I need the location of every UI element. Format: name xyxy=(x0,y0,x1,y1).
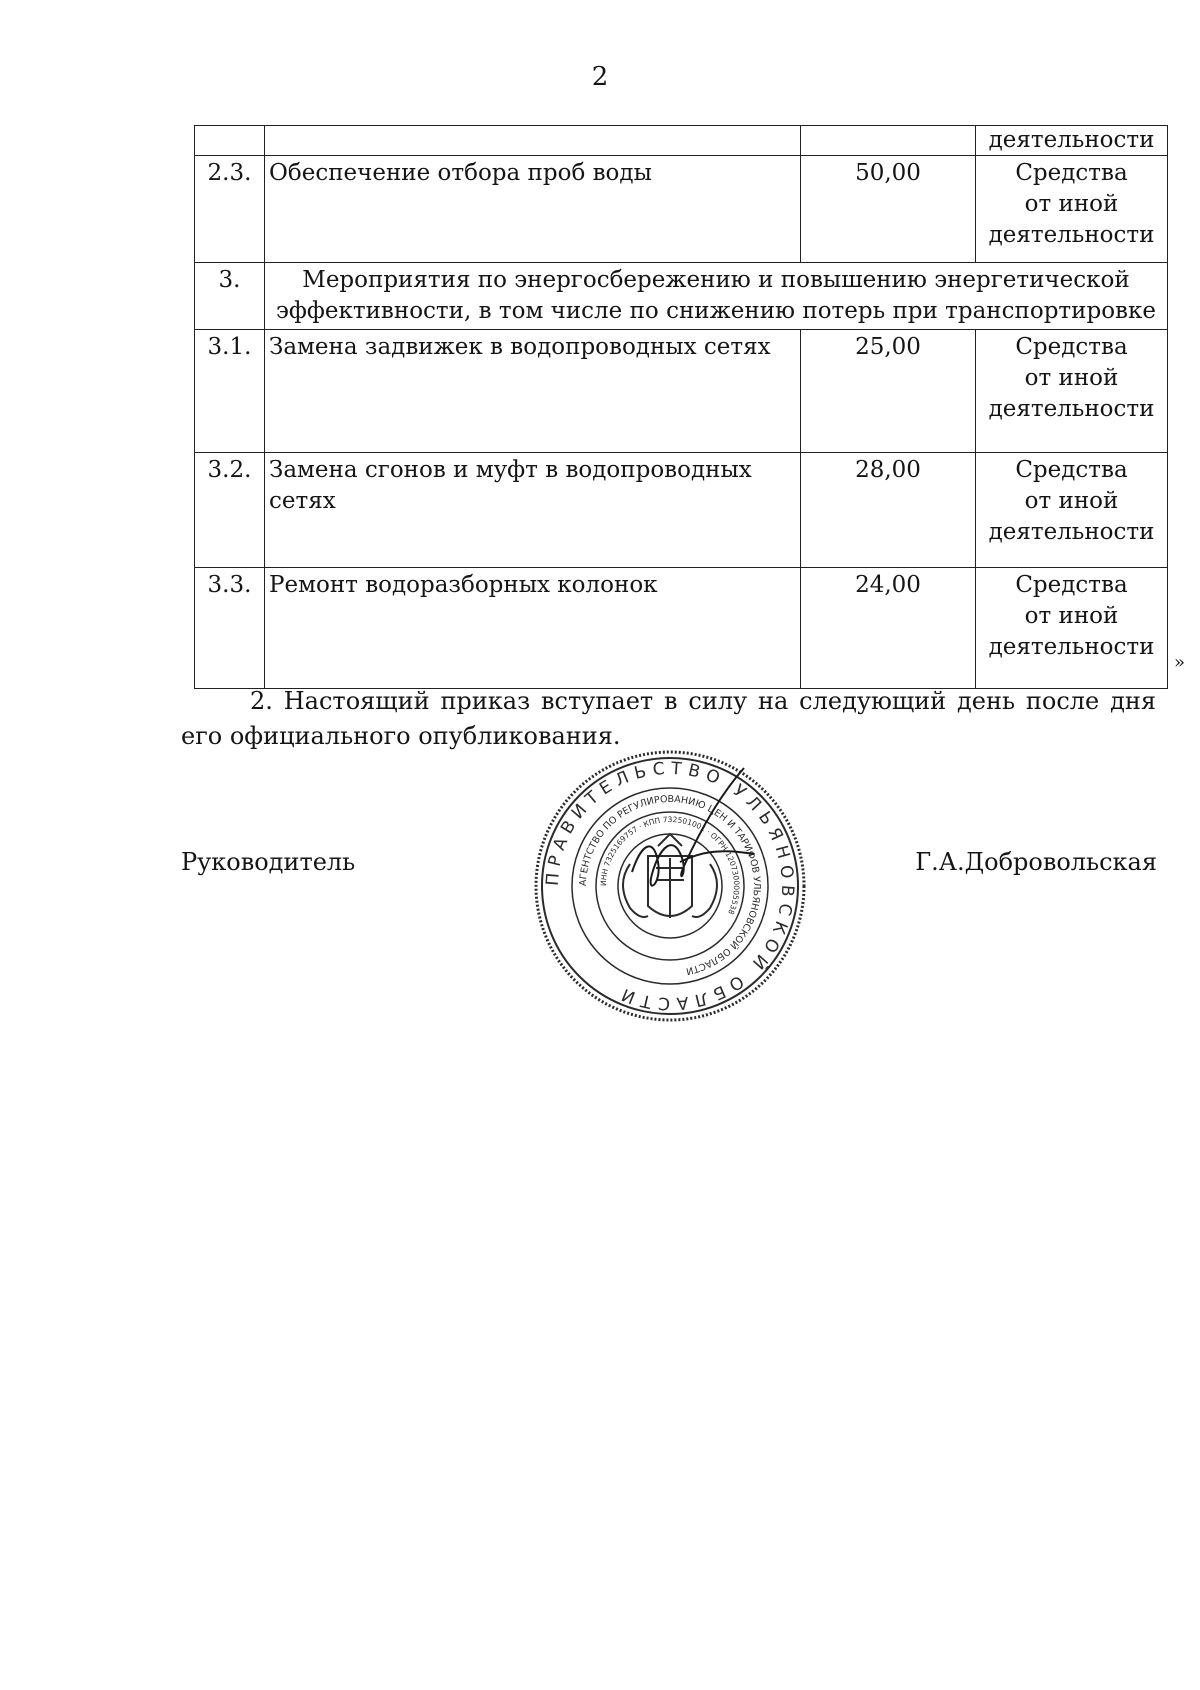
table-row xyxy=(195,568,1168,689)
table-row xyxy=(195,156,1168,263)
table-section-row xyxy=(195,263,1168,330)
row-number: 3.3. xyxy=(195,568,265,689)
row-source xyxy=(976,330,1168,453)
row-amount xyxy=(801,126,976,156)
section-title-line: Мероприятия по энергосбережению и повышению энергетической xyxy=(302,267,1130,293)
table-row xyxy=(195,330,1168,453)
clause-2-text: 2. Настоящий приказ вступает в силу на следующий день после дня его официального опубликования. xyxy=(181,687,1156,750)
seal-inner-text: АГЕНТСТВО ПО РЕГУЛИРОВАНИЮ ЦЕН И ТАРИФОВ УЛЬЯНОВСКОЙ ОБЛАСТИ xyxy=(577,793,763,977)
measures-table xyxy=(194,125,1168,689)
section-number: 3. xyxy=(195,263,265,330)
table-row xyxy=(195,453,1168,568)
row-number: 3.2. xyxy=(195,453,265,568)
source-line: Средства xyxy=(1015,457,1128,483)
row-amount: 24,00 xyxy=(801,568,976,689)
source-line: деятельности xyxy=(988,519,1155,545)
row-name: Обеспечение отбора проб воды xyxy=(265,156,801,263)
row-name: Ремонт водоразборных колонок xyxy=(265,568,801,689)
row-amount: 28,00 xyxy=(801,453,976,568)
section-title-line: эффективности, в том числе по снижению потерь при транспортировке xyxy=(276,298,1156,324)
row-source xyxy=(976,568,1168,689)
row-source xyxy=(976,453,1168,568)
source-line: от иной xyxy=(1024,488,1119,514)
signatory-role: Руководитель xyxy=(181,848,356,876)
row-name xyxy=(265,126,801,156)
section-title xyxy=(265,263,1168,330)
row-name: Замена задвижек в водопроводных сетях xyxy=(265,330,801,453)
source-line: Средства xyxy=(1015,572,1128,598)
page-number: 2 xyxy=(591,62,609,92)
table-row xyxy=(195,126,1168,156)
source-line: деятельности xyxy=(988,634,1155,660)
row-amount: 50,00 xyxy=(801,156,976,263)
source-line: Средства xyxy=(1015,334,1128,360)
seal-outer-text: ПРАВИТЕЛЬСТВО УЛЬЯНОВСКОЙ ОБЛАСТИ xyxy=(542,758,798,1014)
source-line: от иной xyxy=(1024,191,1119,217)
source-line: Средства xyxy=(1015,160,1128,186)
row-name: Замена сгонов и муфт в водопроводных сетях xyxy=(265,453,801,568)
row-source xyxy=(976,126,1168,156)
row-number: 3.1. xyxy=(195,330,265,453)
closing-quote: » xyxy=(1174,652,1186,673)
signatory-name: Г.А.Добровольская xyxy=(915,848,1157,876)
row-source xyxy=(976,156,1168,263)
source-line: от иной xyxy=(1024,603,1119,629)
source-line: деятельности xyxy=(988,222,1155,248)
source-line: деятельности xyxy=(988,127,1155,153)
official-seal-stamp xyxy=(530,746,810,1026)
row-number: 2.3. xyxy=(195,156,265,263)
row-number xyxy=(195,126,265,156)
seal-ids-text: ИНН 7325169757 · КПП 732501001 · ОГРН 1207300005538 xyxy=(598,814,742,916)
source-line: деятельности xyxy=(988,396,1155,422)
source-line: от иной xyxy=(1024,365,1119,391)
row-amount: 25,00 xyxy=(801,330,976,453)
